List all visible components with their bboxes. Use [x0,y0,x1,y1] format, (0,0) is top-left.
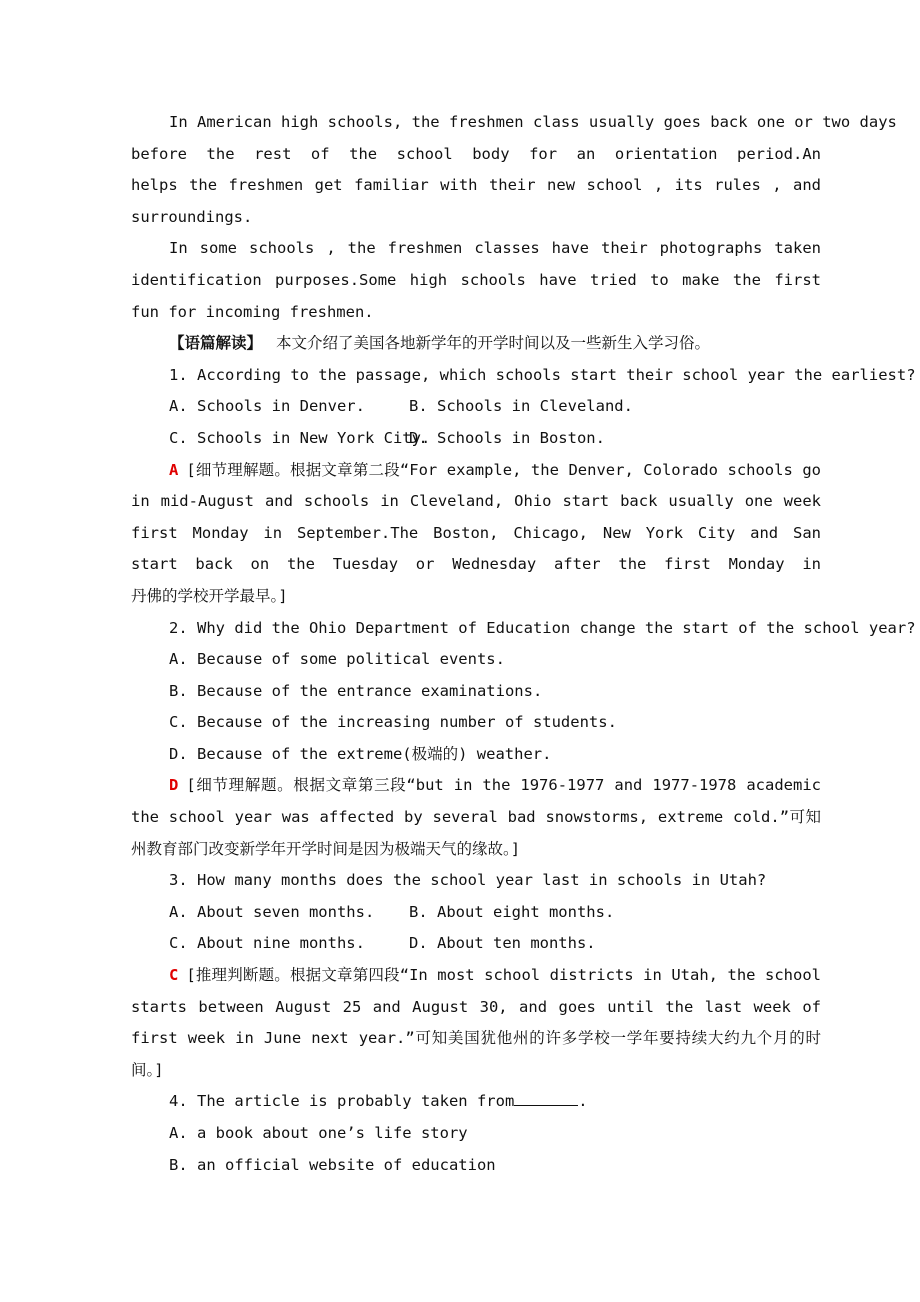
q1-explanation-line [131,455,821,487]
q2-explanation-line: 州教育部门改变新学年开学时间是因为极端天气的缘故。] [131,839,521,858]
question-4 [131,1086,821,1118]
question-2: 2. Why did the Ohio Department of Education change the start of the school year? [169,618,916,637]
document-page [131,107,916,1181]
q3-explanation-line: 间。] [131,1060,164,1079]
q2-explanation-text: [细节理解题。根据文章第三段“but in the 1976-1977 and 1977-1978 academic [186,776,821,795]
q1-answer: A [169,460,179,479]
answer-blank [514,1104,578,1106]
q3-explanation-text: [推理判断题。根据文章第四段“In most school districts in Utah, the school [186,966,821,985]
q3-explanation-line [131,960,821,992]
q3-options-row-1 [131,897,821,929]
q2-explanation-line [131,770,821,802]
question-1: 1. According to the passage, which schools start their school year the earliest? [169,365,916,384]
q4-question-text: 4. The article is probably taken from [169,1092,515,1111]
passage-line: surroundings. [131,207,253,226]
q3-option-d: D. About ten months. [409,934,596,953]
q3-explanation-line: starts between August 25 and August 30, and goes until the last week of [131,997,821,1016]
passage-line: helps the freshmen get familiar with their new school , its rules , and [131,176,821,195]
q1-option-b: B. Schools in Cleveland. [409,397,633,416]
q1-option-d: D. Schools in Boston. [409,428,605,447]
q4-option-a: A. a book about one’s life story [169,1124,468,1142]
summary-tag: 【语篇解读】 [169,334,263,353]
q2-option-b: B. Because of the entrance examinations. [169,681,543,700]
question-3: 3. How many months does the school year last in schools in Utah? [169,871,767,890]
q2-option-c: C. Because of the increasing number of students. [169,713,617,732]
q1-explanation-text: [细节理解题。根据文章第二段“For example, the Denver, Colorado schools go [186,460,821,479]
q3-option-b: B. About eight months. [409,902,615,921]
passage-summary [131,328,821,360]
q1-explanation-line: start back on the Tuesday or Wednesday after the first Monday in [131,555,821,574]
q3-options-row-2 [131,928,821,960]
summary-text: 本文介绍了美国各地新学年的开学时间以及一些新生入学习俗。 [276,334,711,353]
q2-answer: D [169,776,179,795]
passage-line: identification purposes.Some high schools have tried to make the first [131,270,821,289]
q3-option-a: A. About seven months. [169,902,375,921]
q1-option-a: A. Schools in Denver. [169,397,365,416]
q2-option-a: A. Because of some political events. [169,650,505,669]
q4-option-b: B. an official website of education [169,1155,496,1174]
passage-line: In some schools , the freshmen classes have their photographs taken [169,239,821,258]
q1-explanation-line: 丹佛的学校开学最早。] [131,586,288,605]
q1-options-row-2 [131,423,821,455]
passage-line: fun for incoming freshmen. [131,302,374,321]
q3-option-c: C. About nine months. [169,934,365,953]
q1-options-row-1 [131,391,821,423]
q2-explanation-line: the school year was affected by several bad snowstorms, extreme cold.”可知 [131,808,821,827]
q3-explanation-line: first week in June next year.”可知美国犹他州的许多学校一学年要持续大约九个月的时 [131,1029,821,1048]
q1-explanation-line: first Monday in September.The Boston, Chicago, New York City and San [131,523,821,542]
q1-option-c: C. Schools in New York City. [169,428,431,447]
passage-line: before the rest of the school body for an orientation period.An [131,144,821,163]
q4-question-end: . [578,1092,588,1111]
q2-option-d: D. Because of the extreme(极端的) weather. [169,744,552,763]
passage-line: In American high schools, the freshmen class usually goes back one or two days [169,113,897,131]
q3-answer: C [169,966,179,985]
q1-explanation-line: in mid-August and schools in Cleveland, Ohio start back usually one week [131,492,821,511]
